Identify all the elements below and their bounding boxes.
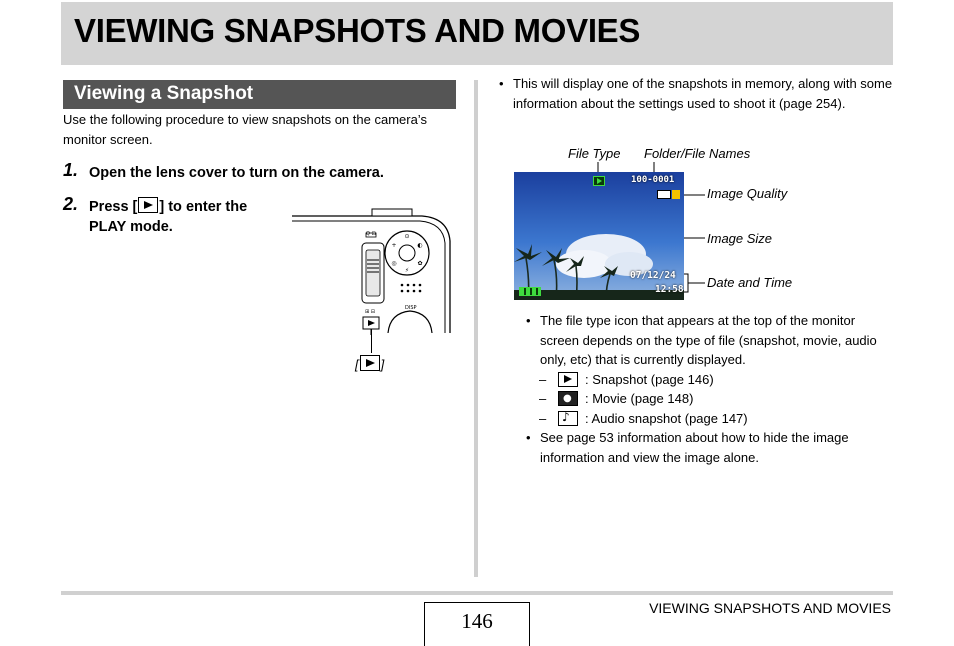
footer-running-title: VIEWING SNAPSHOTS AND MOVIES: [649, 600, 891, 616]
play-button-icon: [360, 355, 380, 371]
battery-icon: [519, 287, 541, 296]
bullet-file-type: [526, 311, 885, 370]
step-1: [63, 160, 463, 185]
step-number: 2.: [63, 194, 79, 214]
page-title: VIEWING SNAPSHOTS AND MOVIES: [74, 12, 641, 49]
callout-file-type: File Type: [568, 146, 621, 161]
movie-icon: ●: [558, 391, 578, 406]
svg-text:+: +: [391, 242, 397, 249]
dash: –: [539, 391, 547, 406]
step-text-before: Press [: [89, 199, 138, 215]
page-number: 146: [461, 609, 493, 633]
bullet-display-info: [499, 74, 893, 113]
bullet-dot: •: [526, 430, 531, 445]
svg-text:⚡: ⚡: [404, 267, 410, 274]
bracket-open: [: [355, 357, 359, 372]
callout-date-and-time: Date and Time: [707, 275, 793, 290]
step-number: 1.: [63, 160, 79, 180]
bracket-close: ]: [380, 357, 385, 372]
column-divider: [474, 80, 478, 577]
callout-image-size: Image Size: [707, 231, 773, 246]
bullet-dot: •: [499, 76, 504, 91]
step-text-after: ] to enter the: [159, 199, 248, 215]
step-2: [63, 194, 293, 241]
file-type-label: : Movie (page 148): [585, 391, 694, 406]
snapshot-file-type-icon: [593, 176, 605, 186]
folder-file-readout: 100-0001: [631, 175, 675, 185]
dash: –: [539, 372, 547, 387]
section-intro: Use the following procedure to view snapshots on the camera’s monitor screen.: [63, 112, 427, 147]
bullet-hide-info: [526, 428, 885, 467]
time-readout: 12:58: [655, 284, 684, 295]
snapshot-icon: [558, 372, 578, 387]
image-size-indicator: [657, 190, 671, 199]
play-button-callout: [355, 355, 384, 372]
bullet-dot: •: [526, 313, 531, 328]
step-text-line2: PLAY mode.: [89, 219, 173, 235]
bullet-text: See page 53 information about how to hide the image information and view the image alone.: [540, 430, 849, 465]
svg-text:⊙: ⊙: [404, 233, 410, 240]
section-heading-bar: [63, 80, 456, 109]
disp-label: DISP: [405, 305, 417, 311]
step-text: Open the lens cover to turn on the camera.: [89, 165, 384, 181]
svg-text:✿: ✿: [417, 260, 423, 267]
svg-text:◎: ◎: [391, 260, 397, 267]
file-type-label: : Audio snapshot (page 147): [585, 411, 748, 426]
step-text: [89, 197, 247, 237]
bullet-text: The file type icon that appears at the top of the monitor screen depends on the type of file (snapshot, movie, audio only, etc) that is currently displayed.: [540, 313, 877, 367]
monitor-screen-example: [514, 172, 684, 300]
image-quality-indicator: [672, 190, 680, 199]
file-type-label: : Snapshot (page 146): [585, 372, 714, 387]
svg-text:⊞ ⊟: ⊞ ⊟: [365, 309, 375, 315]
svg-text:Q ⊡: Q ⊡: [366, 231, 376, 237]
section-heading: Viewing a Snapshot: [74, 83, 254, 104]
audio-snapshot-icon: ♪: [558, 411, 578, 426]
bullet-text: This will display one of the snapshots in memory, along with some information about the settings used to shoot it (page 254).: [513, 76, 893, 111]
footer-rule: [61, 591, 893, 595]
callout-image-quality: Image Quality: [707, 186, 788, 201]
date-readout: 07/12/24: [630, 270, 676, 281]
play-button-icon: [138, 197, 158, 213]
dash: –: [539, 411, 547, 426]
camera-back-illustration: [290, 205, 455, 335]
svg-text:◐: ◐: [417, 242, 423, 249]
page-number-box: [424, 602, 530, 646]
page-title-bar: [61, 2, 893, 65]
camera-callout-line: [370, 329, 374, 353]
callout-folder-file-names: Folder/File Names: [644, 146, 751, 161]
